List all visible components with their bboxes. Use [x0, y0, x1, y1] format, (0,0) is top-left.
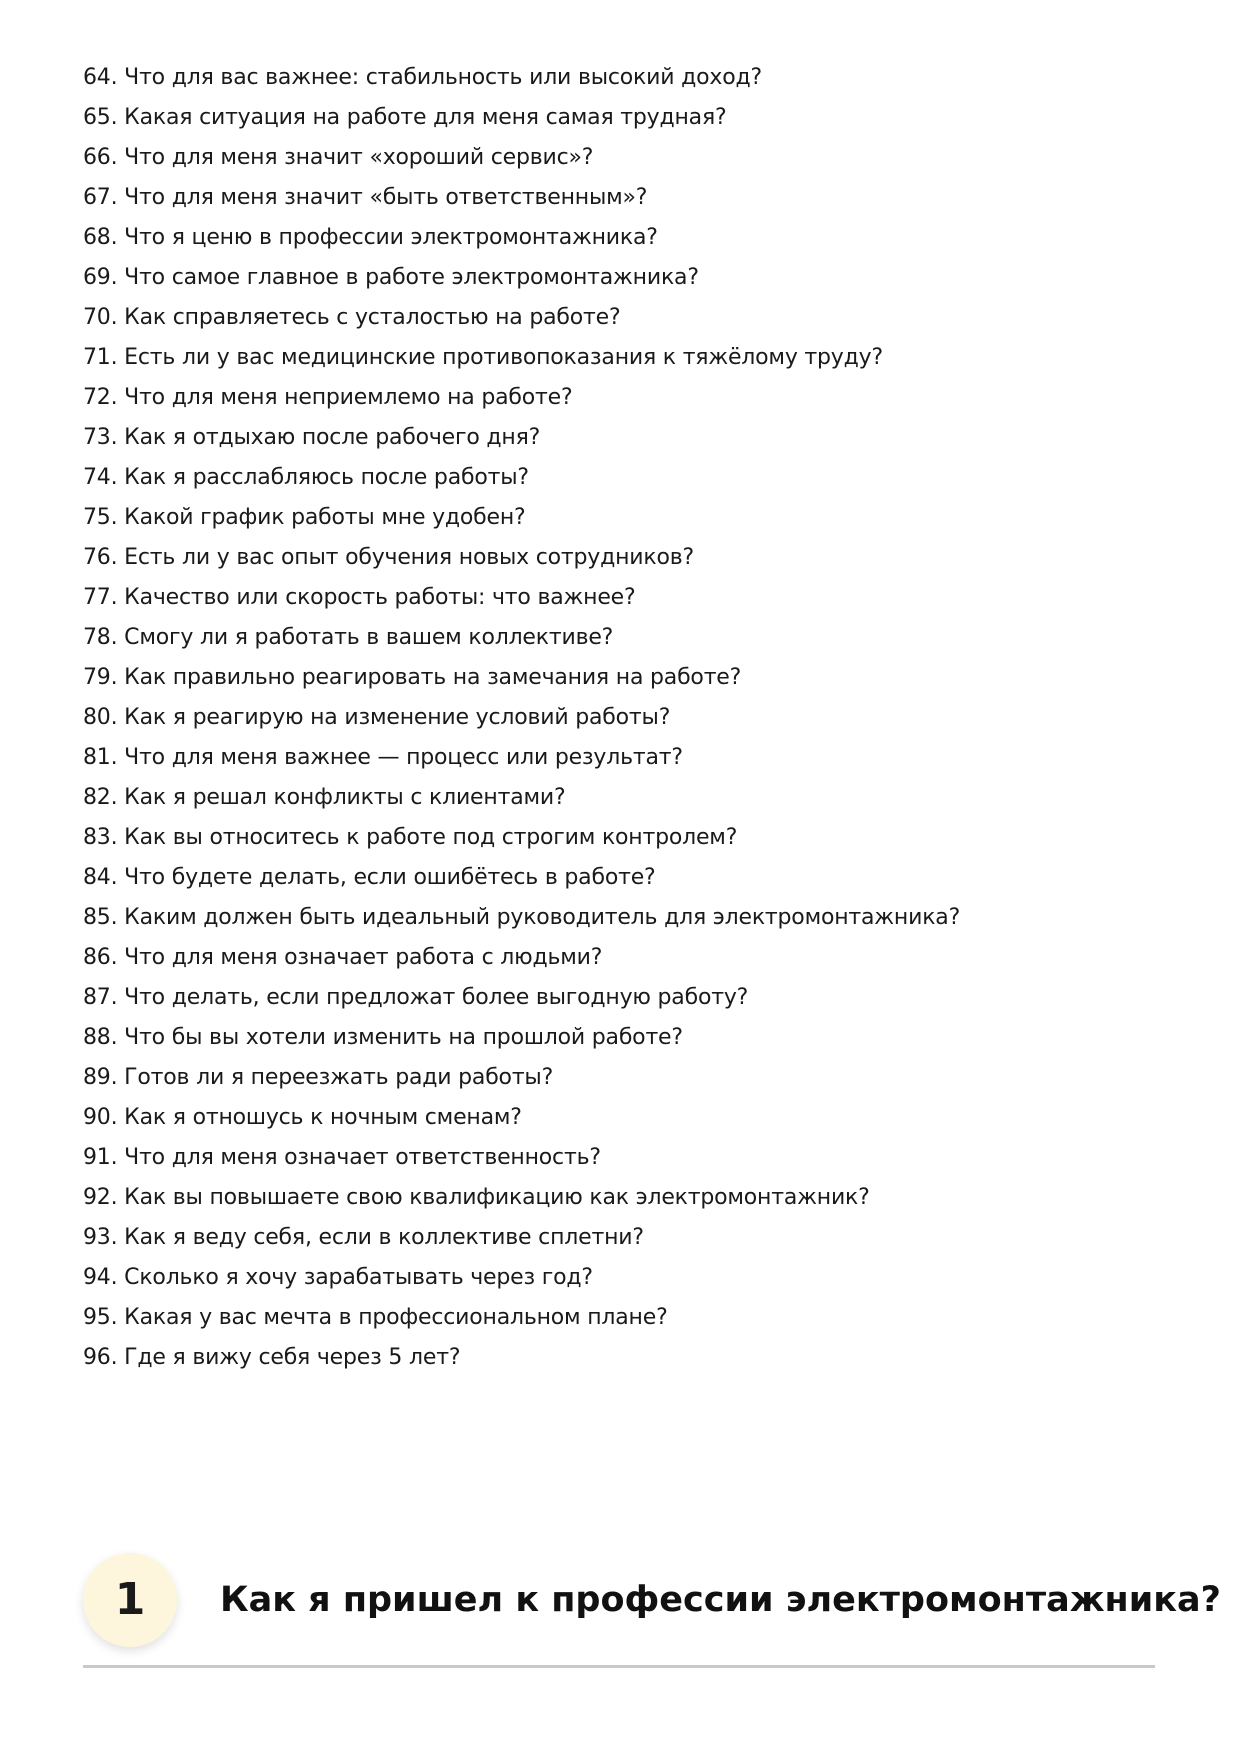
question-item: 81. Что для меня важнее — процесс или результат?: [83, 745, 683, 770]
question-item: 64. Что для вас важнее: стабильность или высокий доход?: [83, 65, 762, 90]
question-item: 65. Какая ситуация на работе для меня самая трудная?: [83, 105, 727, 130]
question-item: 96. Где я вижу себя через 5 лет?: [83, 1345, 461, 1370]
question-item: 80. Как я реагирую на изменение условий работы?: [83, 705, 671, 730]
question-item: 77. Качество или скорость работы: что важнее?: [83, 585, 636, 610]
question-item: 72. Что для меня неприемлемо на работе?: [83, 385, 573, 410]
question-item: 69. Что самое главное в работе электромонтажника?: [83, 265, 699, 290]
question-item: 68. Что я ценю в профессии электромонтажника?: [83, 225, 658, 250]
question-item: 67. Что для меня значит «быть ответственным»?: [83, 185, 648, 210]
question-item: 91. Что для меня означает ответственность?: [83, 1145, 601, 1170]
question-item: 73. Как я отдыхаю после рабочего дня?: [83, 425, 541, 450]
question-item: 84. Что будете делать, если ошибётесь в работе?: [83, 865, 656, 890]
question-item: 87. Что делать, если предложат более выгодную работу?: [83, 985, 749, 1010]
question-item: 83. Как вы относитесь к работе под строгим контролем?: [83, 825, 738, 850]
question-item: 93. Как я веду себя, если в коллективе сплетни?: [83, 1225, 644, 1250]
question-item: 88. Что бы вы хотели изменить на прошлой работе?: [83, 1025, 683, 1050]
question-item: 71. Есть ли у вас медицинские противопоказания к тяжёлому труду?: [83, 345, 883, 370]
question-item: 79. Как правильно реагировать на замечания на работе?: [83, 665, 742, 690]
section-title: Как я пришел к профессии электромонтажника?: [220, 1580, 1221, 1620]
question-list: [83, 58, 960, 1378]
question-item: 82. Как я решал конфликты с клиентами?: [83, 785, 566, 810]
question-item: 86. Что для меня означает работа с людьми?: [83, 945, 603, 970]
question-item: 70. Как справляетесь с усталостью на работе?: [83, 305, 621, 330]
section-header: [83, 1545, 1221, 1668]
section-number-badge: 1: [83, 1553, 177, 1647]
question-item: 95. Какая у вас мечта в профессиональном плане?: [83, 1305, 668, 1330]
question-item: 92. Как вы повышаете свою квалификацию как электромонтажник?: [83, 1185, 870, 1210]
question-item: 89. Готов ли я переезжать ради работы?: [83, 1065, 554, 1090]
question-item: 76. Есть ли у вас опыт обучения новых сотрудников?: [83, 545, 694, 570]
question-item: 66. Что для меня значит «хороший сервис»?: [83, 145, 594, 170]
question-item: 74. Как я расслабляюсь после работы?: [83, 465, 529, 490]
question-item: 85. Каким должен быть идеальный руководитель для электромонтажника?: [83, 905, 961, 930]
question-item: 75. Какой график работы мне удобен?: [83, 505, 526, 530]
question-item: 94. Сколько я хочу зарабатывать через год?: [83, 1265, 593, 1290]
question-item: 90. Как я отношусь к ночным сменам?: [83, 1105, 522, 1130]
question-item: 78. Смогу ли я работать в вашем коллективе?: [83, 625, 614, 650]
